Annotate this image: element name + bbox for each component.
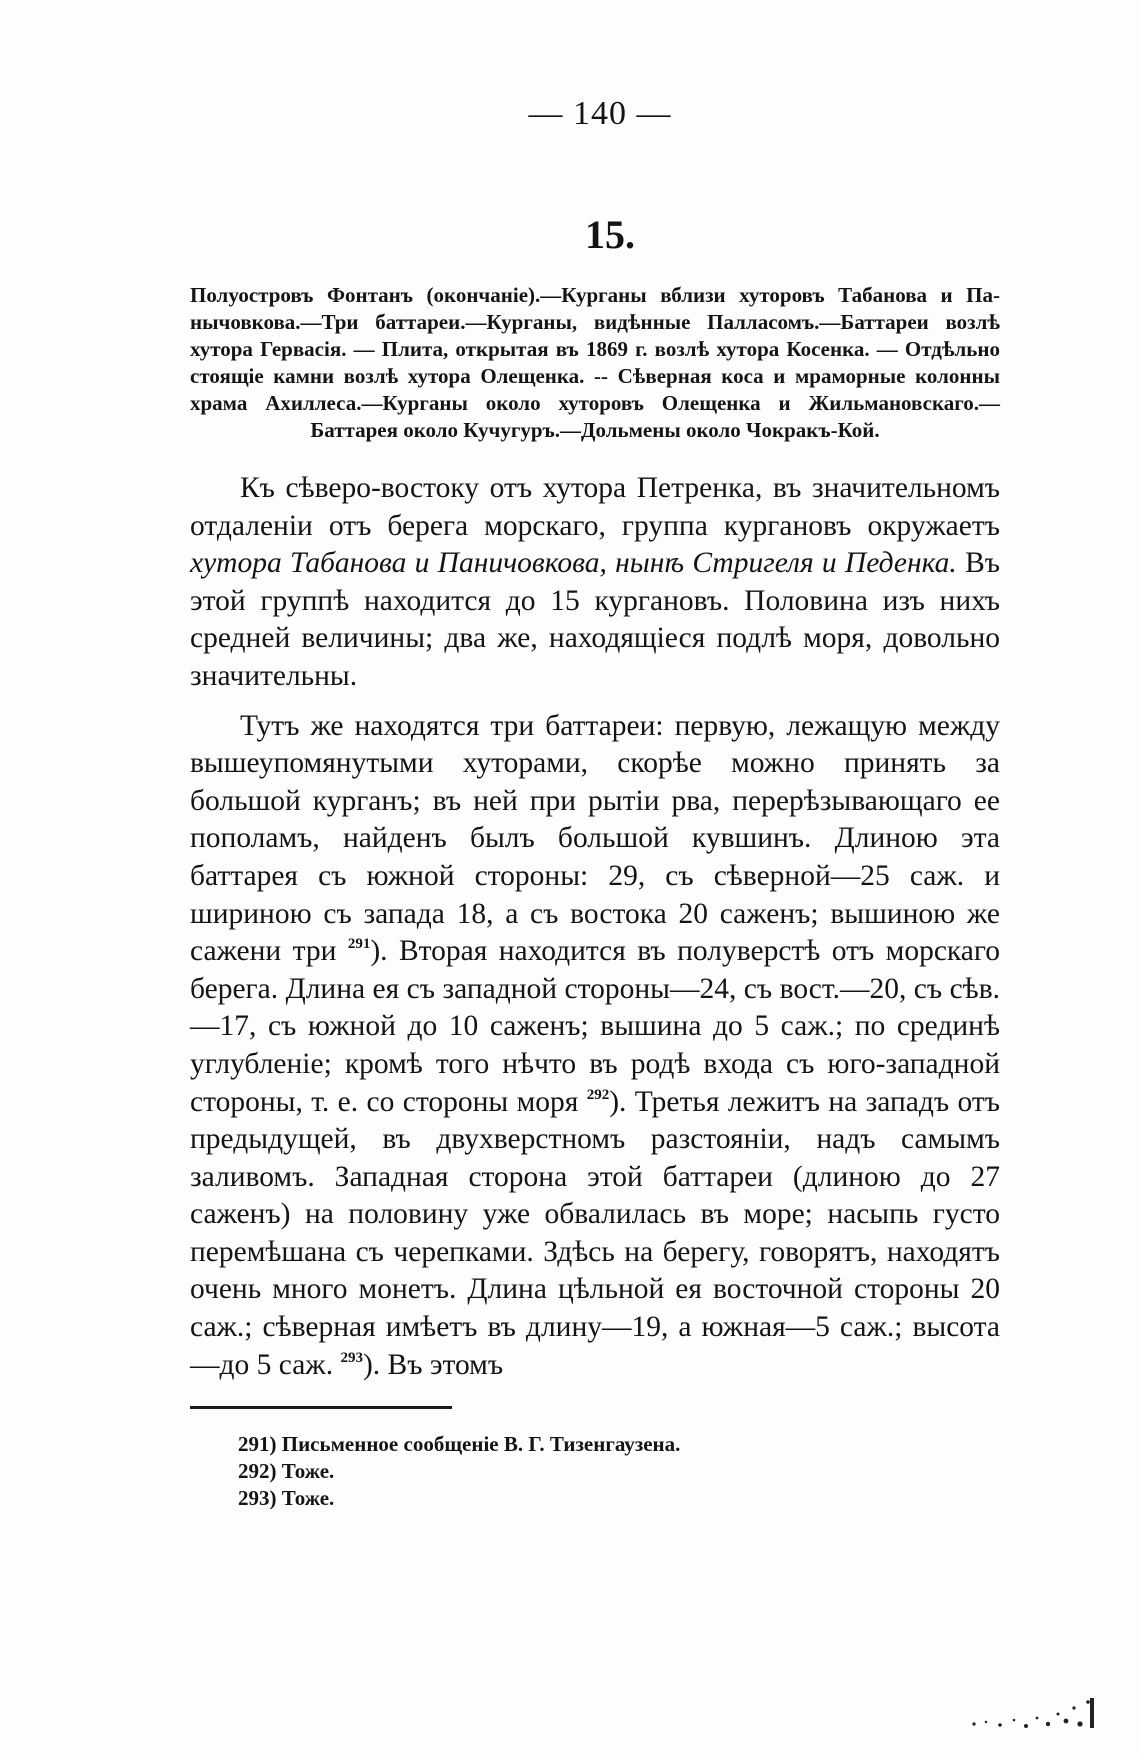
paragraph-2-text-b: ). Вторая находится въ полуверстѣ отъ морскаго берега. Длина ея съ западной стороны—24, съ вост.—20, съ сѣв.—17, съ южной до 10 саженъ; вышина до 5 саж.; по срединѣ углубленіе; кромѣ того нѣчто въ родѣ входа съ юго-западной стороны, т. е. со стороны моря (190, 935, 1001, 1118)
paragraph-1 (190, 470, 1000, 696)
chapter-number: 15. (585, 212, 635, 257)
paragraph-2-text-c: ). Третья лежитъ на западъ отъ предыдущей, въ двухверстномъ разстояніи, надъ самымъ заливомъ. Западная сторона этой баттареи (длиною до 27 саженъ) на половину уже обвалилась въ море; насыпь густо перемѣшана съ черепками. Здѣсь на берегу, говорятъ, находятъ очень много монетъ. Длина цѣльной ея восточной стороны 20 саж.; сѣверная имѣетъ въ длину—19, а южная—5 саж.; высота—до 5 саж. (190, 1085, 1000, 1381)
footnote-292: 292) Тоже. (238, 1459, 335, 1484)
footnote-ref-293: 293 (340, 1349, 363, 1366)
paragraph-2-text-d: ). Въ этомъ (362, 1348, 504, 1381)
paragraph-1-text-b: Въ этой группѣ находится до 15 кургановъ. Половина изъ нихъ средней величины; два же, находящіеся подлѣ моря, довольно значительны. (190, 547, 1001, 692)
footnote-293: 293) Тоже. (238, 1486, 335, 1511)
paragraph-2 (190, 708, 1000, 1385)
body-text (190, 470, 1000, 1384)
footnote-ref-291: 291 (347, 936, 371, 953)
paragraph-1-text-a: Къ сѣверо-востоку отъ хутора Петренка, въ значительномъ отдаленіи отъ берега морскаго, группа кургановъ окружаетъ (190, 472, 1000, 542)
document-page (190, 95, 1000, 1512)
footnote-ref-292: 292 (586, 1086, 610, 1103)
footnote-divider (190, 1406, 452, 1409)
paragraph-1-italic: хутора Табанова и Паничовкова, нынѣ Стригеля и Педенка. (190, 547, 957, 580)
scan-specks (962, 1694, 1102, 1732)
page-number: — 140 — (528, 95, 672, 132)
footnote-291: 291) Письменное сообщеніе В. Г. Тизенгаузена. (238, 1432, 681, 1457)
paragraph-2-text-a: Тутъ же находятся три баттареи: первую, лежащую между вышеупомянутыми хуторами, скорѣе можно принять за большой курганъ; въ ней при рытіи рва, перерѣзывающаго ее пополамъ, найденъ былъ большой кувшинъ. Длиною эта баттарея съ южной стороны: 29, съ сѣверной—25 саж. и шириною съ запада 18, а съ востока 20 саженъ; вышиною же сажени три (190, 709, 1000, 968)
footnotes (238, 1431, 1000, 1512)
chapter-summary: Полуостровъ Фонтанъ (окончанie).—Курганы вблизи хуторовъ Табанова и Панычовкова.—Три баттареи.—Курганы, видѣнные Палласомъ.—Баттареи возлѣ хутора Гервасія. — Плита, открытая въ 1869 г. возлѣ хутора Косенка. — Отдѣльно стоящіе камни возлѣ хутора Олещенка. -- Сѣверная коса и мраморные колонны храма Ахиллеса.—Курганы около хуторовъ Олещенка и Жильмановскаго.—Баттарея около Кучугуръ.—Дольмены около Чокракъ-Кой. (190, 283, 1000, 442)
